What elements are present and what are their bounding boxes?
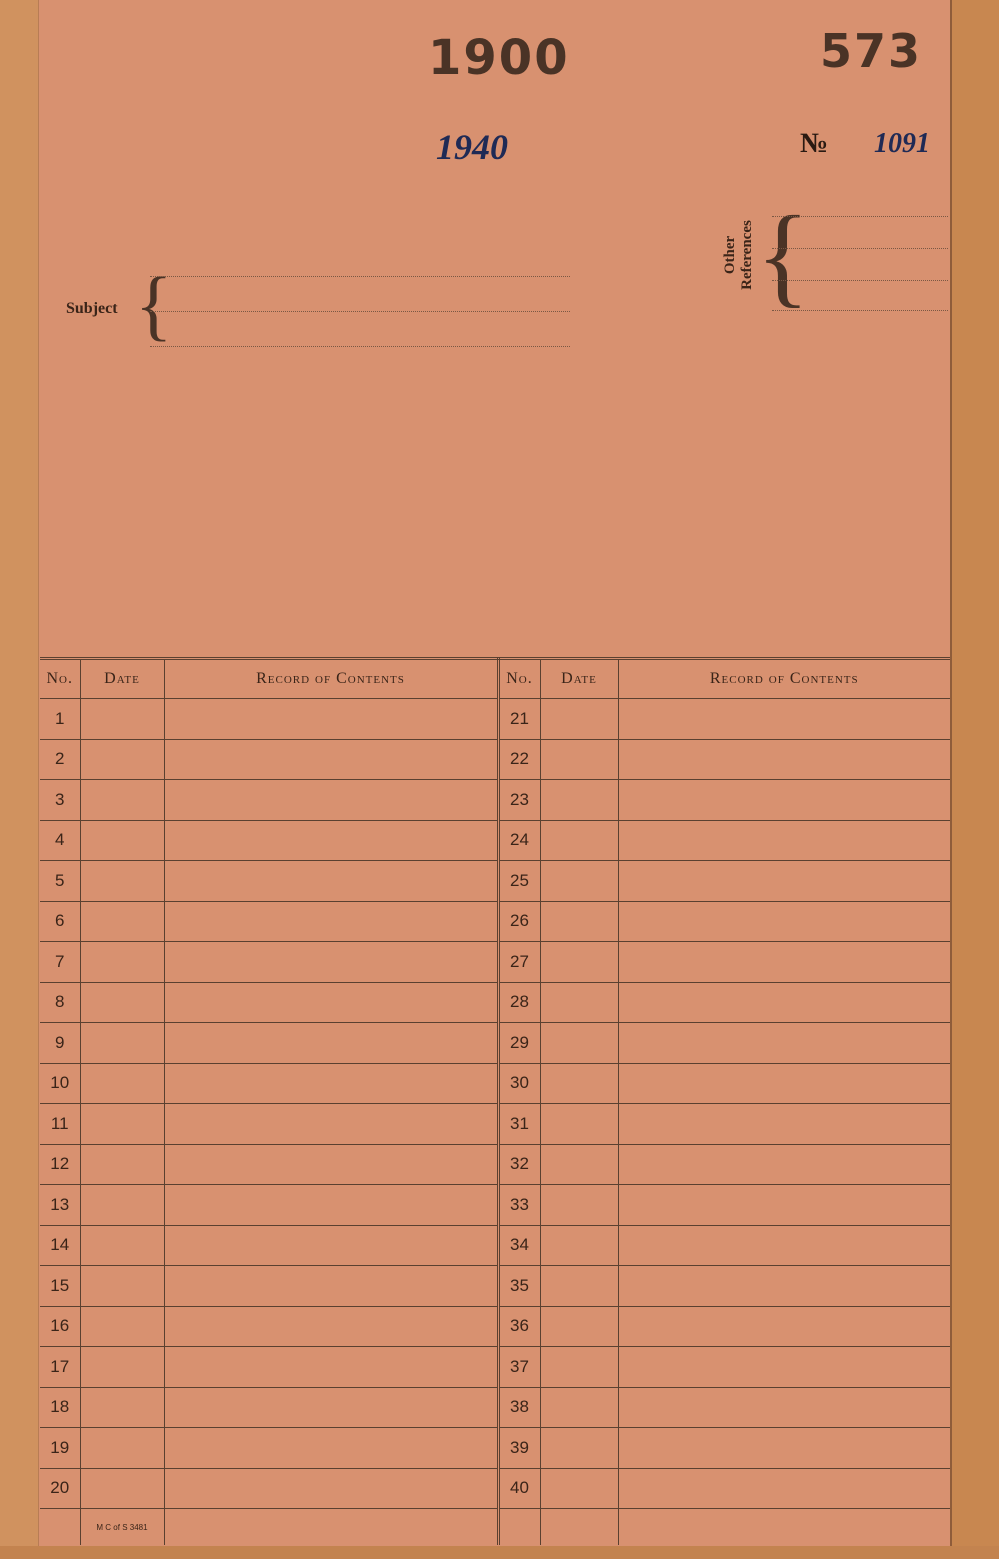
- entry-record[interactable]: [618, 861, 950, 902]
- entry-number: 40: [498, 1468, 540, 1509]
- entry-record[interactable]: [164, 1023, 498, 1064]
- entry-number: 39: [498, 1428, 540, 1469]
- entry-number: 22: [498, 739, 540, 780]
- header-date-left: Date: [80, 659, 164, 699]
- record-table-body: [40, 699, 950, 1546]
- entry-number: 9: [40, 1023, 80, 1064]
- entry-date[interactable]: [540, 1104, 618, 1145]
- reference-line-1: [772, 216, 948, 217]
- cover-right-spine: [950, 0, 999, 1559]
- table-row: [40, 982, 950, 1023]
- entry-date[interactable]: [80, 1468, 164, 1509]
- header-no-right: No.: [498, 659, 540, 699]
- entry-record[interactable]: [164, 1185, 498, 1226]
- header-no-left: No.: [40, 659, 80, 699]
- entry-number: 30: [498, 1063, 540, 1104]
- entry-date[interactable]: [80, 1104, 164, 1145]
- reference-line-3: [772, 280, 948, 281]
- entry-record[interactable]: [164, 1063, 498, 1104]
- footer-cell: [618, 1509, 950, 1546]
- entry-record[interactable]: [164, 1266, 498, 1307]
- subject-label: Subject: [66, 300, 118, 317]
- entry-date[interactable]: [80, 1266, 164, 1307]
- entry-date[interactable]: [80, 1306, 164, 1347]
- entry-record[interactable]: [164, 780, 498, 821]
- entry-date[interactable]: [540, 1185, 618, 1226]
- table-row: [40, 901, 950, 942]
- entry-number: 5: [40, 861, 80, 902]
- entry-number: 12: [40, 1144, 80, 1185]
- references-brace: {: [756, 194, 810, 318]
- table-row: [40, 861, 950, 902]
- entry-date[interactable]: [540, 861, 618, 902]
- subject-line-2: [150, 311, 570, 312]
- table-row: [40, 942, 950, 983]
- table-row: [40, 1225, 950, 1266]
- entry-number: 37: [498, 1347, 540, 1388]
- subject-line-3: [150, 346, 570, 347]
- footer-cell: [164, 1509, 498, 1546]
- subject-line-1: [150, 276, 570, 277]
- form-code: M C of S 3481: [80, 1509, 164, 1546]
- handwritten-number: 1091: [874, 128, 930, 159]
- handwritten-year: 1940: [436, 127, 508, 167]
- entry-record[interactable]: [618, 780, 950, 821]
- entry-number: 6: [40, 901, 80, 942]
- entry-record[interactable]: [164, 1387, 498, 1428]
- table-row: [40, 1266, 950, 1307]
- entry-number: 13: [40, 1185, 80, 1226]
- entry-number: 24: [498, 820, 540, 861]
- entry-record[interactable]: [164, 1225, 498, 1266]
- entry-date[interactable]: [80, 1347, 164, 1388]
- entry-number: 15: [40, 1266, 80, 1307]
- entry-number: 7: [40, 942, 80, 983]
- entry-record[interactable]: [618, 1023, 950, 1064]
- entry-number: 32: [498, 1144, 540, 1185]
- entry-number: 25: [498, 861, 540, 902]
- table-row: [40, 1023, 950, 1064]
- footer-cell: [40, 1509, 80, 1546]
- entry-record[interactable]: [618, 1144, 950, 1185]
- entry-number: 35: [498, 1266, 540, 1307]
- entry-record[interactable]: [618, 1185, 950, 1226]
- entry-number: 11: [40, 1104, 80, 1145]
- entry-record[interactable]: [618, 982, 950, 1023]
- table-row: [40, 1428, 950, 1469]
- entry-number: 29: [498, 1023, 540, 1064]
- entry-date[interactable]: [540, 1023, 618, 1064]
- header-date-right: Date: [540, 659, 618, 699]
- entry-number: 21: [498, 699, 540, 740]
- entry-record[interactable]: [164, 699, 498, 740]
- entry-number: 10: [40, 1063, 80, 1104]
- entry-number: 18: [40, 1387, 80, 1428]
- entry-record[interactable]: [164, 942, 498, 983]
- stamped-year: 1900: [428, 30, 570, 86]
- entry-number: 8: [40, 982, 80, 1023]
- entry-date[interactable]: [80, 1144, 164, 1185]
- entry-number: 19: [40, 1428, 80, 1469]
- entry-date[interactable]: [80, 901, 164, 942]
- entry-record[interactable]: [618, 1428, 950, 1469]
- table-row: [40, 1306, 950, 1347]
- entry-number: 23: [498, 780, 540, 821]
- entry-record[interactable]: [618, 1104, 950, 1145]
- entry-number: 38: [498, 1387, 540, 1428]
- entry-date[interactable]: [540, 1225, 618, 1266]
- other-references-label: Other References: [722, 220, 755, 290]
- entry-number: 4: [40, 820, 80, 861]
- table-row: [40, 1347, 950, 1388]
- table-row: [40, 820, 950, 861]
- entry-record[interactable]: [618, 1306, 950, 1347]
- entry-record[interactable]: [164, 1347, 498, 1388]
- entry-date[interactable]: [540, 699, 618, 740]
- table-row: [40, 780, 950, 821]
- entry-date[interactable]: [540, 739, 618, 780]
- entry-date[interactable]: [540, 1063, 618, 1104]
- entry-record[interactable]: [164, 1468, 498, 1509]
- entry-number: 36: [498, 1306, 540, 1347]
- entry-record[interactable]: [618, 1347, 950, 1388]
- entry-number: 14: [40, 1225, 80, 1266]
- entry-date[interactable]: [80, 820, 164, 861]
- entry-date[interactable]: [540, 820, 618, 861]
- entry-date[interactable]: [540, 780, 618, 821]
- cover-bottom-edge: [0, 1546, 999, 1559]
- entry-record[interactable]: [618, 1387, 950, 1428]
- entry-record[interactable]: [164, 1306, 498, 1347]
- header-record-left: Record of Contents: [164, 659, 498, 699]
- entry-record[interactable]: [164, 1144, 498, 1185]
- entry-number: 17: [40, 1347, 80, 1388]
- entry-record[interactable]: [618, 1225, 950, 1266]
- entry-record[interactable]: [164, 861, 498, 902]
- stamped-file-number: 573: [820, 24, 923, 78]
- entry-record[interactable]: [618, 820, 950, 861]
- entry-number: 16: [40, 1306, 80, 1347]
- entry-date[interactable]: [80, 1428, 164, 1469]
- entry-number: 27: [498, 942, 540, 983]
- entry-number: 1: [40, 699, 80, 740]
- table-row: [40, 1468, 950, 1509]
- entry-date[interactable]: [80, 739, 164, 780]
- entry-date[interactable]: [540, 1428, 618, 1469]
- entry-date[interactable]: [540, 1347, 618, 1388]
- entry-date[interactable]: [80, 1063, 164, 1104]
- entry-date[interactable]: [540, 1468, 618, 1509]
- entry-record[interactable]: [618, 739, 950, 780]
- entry-record[interactable]: [618, 901, 950, 942]
- entry-date[interactable]: [80, 1225, 164, 1266]
- table-header-row: [40, 659, 950, 699]
- table-row: [40, 1104, 950, 1145]
- table-footer-row: [40, 1509, 950, 1546]
- table-row: [40, 1387, 950, 1428]
- entry-record[interactable]: [164, 982, 498, 1023]
- entry-date[interactable]: [80, 1185, 164, 1226]
- entry-record[interactable]: [618, 1266, 950, 1307]
- entry-record[interactable]: [618, 1063, 950, 1104]
- table-row: [40, 1144, 950, 1185]
- reference-line-4: [772, 310, 948, 311]
- number-label: №: [800, 128, 829, 159]
- entry-date[interactable]: [540, 1387, 618, 1428]
- table-row: [40, 1185, 950, 1226]
- entry-date[interactable]: [80, 942, 164, 983]
- table-row: [40, 739, 950, 780]
- entry-record[interactable]: [164, 901, 498, 942]
- entry-record[interactable]: [164, 820, 498, 861]
- entry-record[interactable]: [618, 942, 950, 983]
- record-of-contents-table: [40, 657, 950, 1545]
- reference-line-2: [772, 248, 948, 249]
- entry-date[interactable]: [80, 780, 164, 821]
- entry-number: 34: [498, 1225, 540, 1266]
- entry-record[interactable]: [164, 1428, 498, 1469]
- entry-record[interactable]: [164, 739, 498, 780]
- entry-date[interactable]: [80, 982, 164, 1023]
- table-row: [40, 699, 950, 740]
- entry-date[interactable]: [540, 982, 618, 1023]
- footer-cell: [498, 1509, 540, 1546]
- entry-date[interactable]: [540, 942, 618, 983]
- entry-number: 3: [40, 780, 80, 821]
- entry-number: 33: [498, 1185, 540, 1226]
- cover-left-edge: [0, 0, 39, 1559]
- entry-number: 26: [498, 901, 540, 942]
- entry-date[interactable]: [540, 1266, 618, 1307]
- entry-record[interactable]: [164, 1104, 498, 1145]
- entry-record[interactable]: [618, 699, 950, 740]
- entry-date[interactable]: [540, 1144, 618, 1185]
- entry-date[interactable]: [540, 1306, 618, 1347]
- entry-date[interactable]: [80, 1387, 164, 1428]
- header-record-right: Record of Contents: [618, 659, 950, 699]
- entry-date[interactable]: [540, 901, 618, 942]
- entry-number: 31: [498, 1104, 540, 1145]
- entry-date[interactable]: [80, 1023, 164, 1064]
- subject-brace: {: [135, 261, 173, 348]
- entry-number: 20: [40, 1468, 80, 1509]
- entry-number: 2: [40, 739, 80, 780]
- entry-number: 28: [498, 982, 540, 1023]
- entry-date[interactable]: [80, 699, 164, 740]
- table-row: [40, 1063, 950, 1104]
- entry-date[interactable]: [80, 861, 164, 902]
- entry-record[interactable]: [618, 1468, 950, 1509]
- footer-cell: [540, 1509, 618, 1546]
